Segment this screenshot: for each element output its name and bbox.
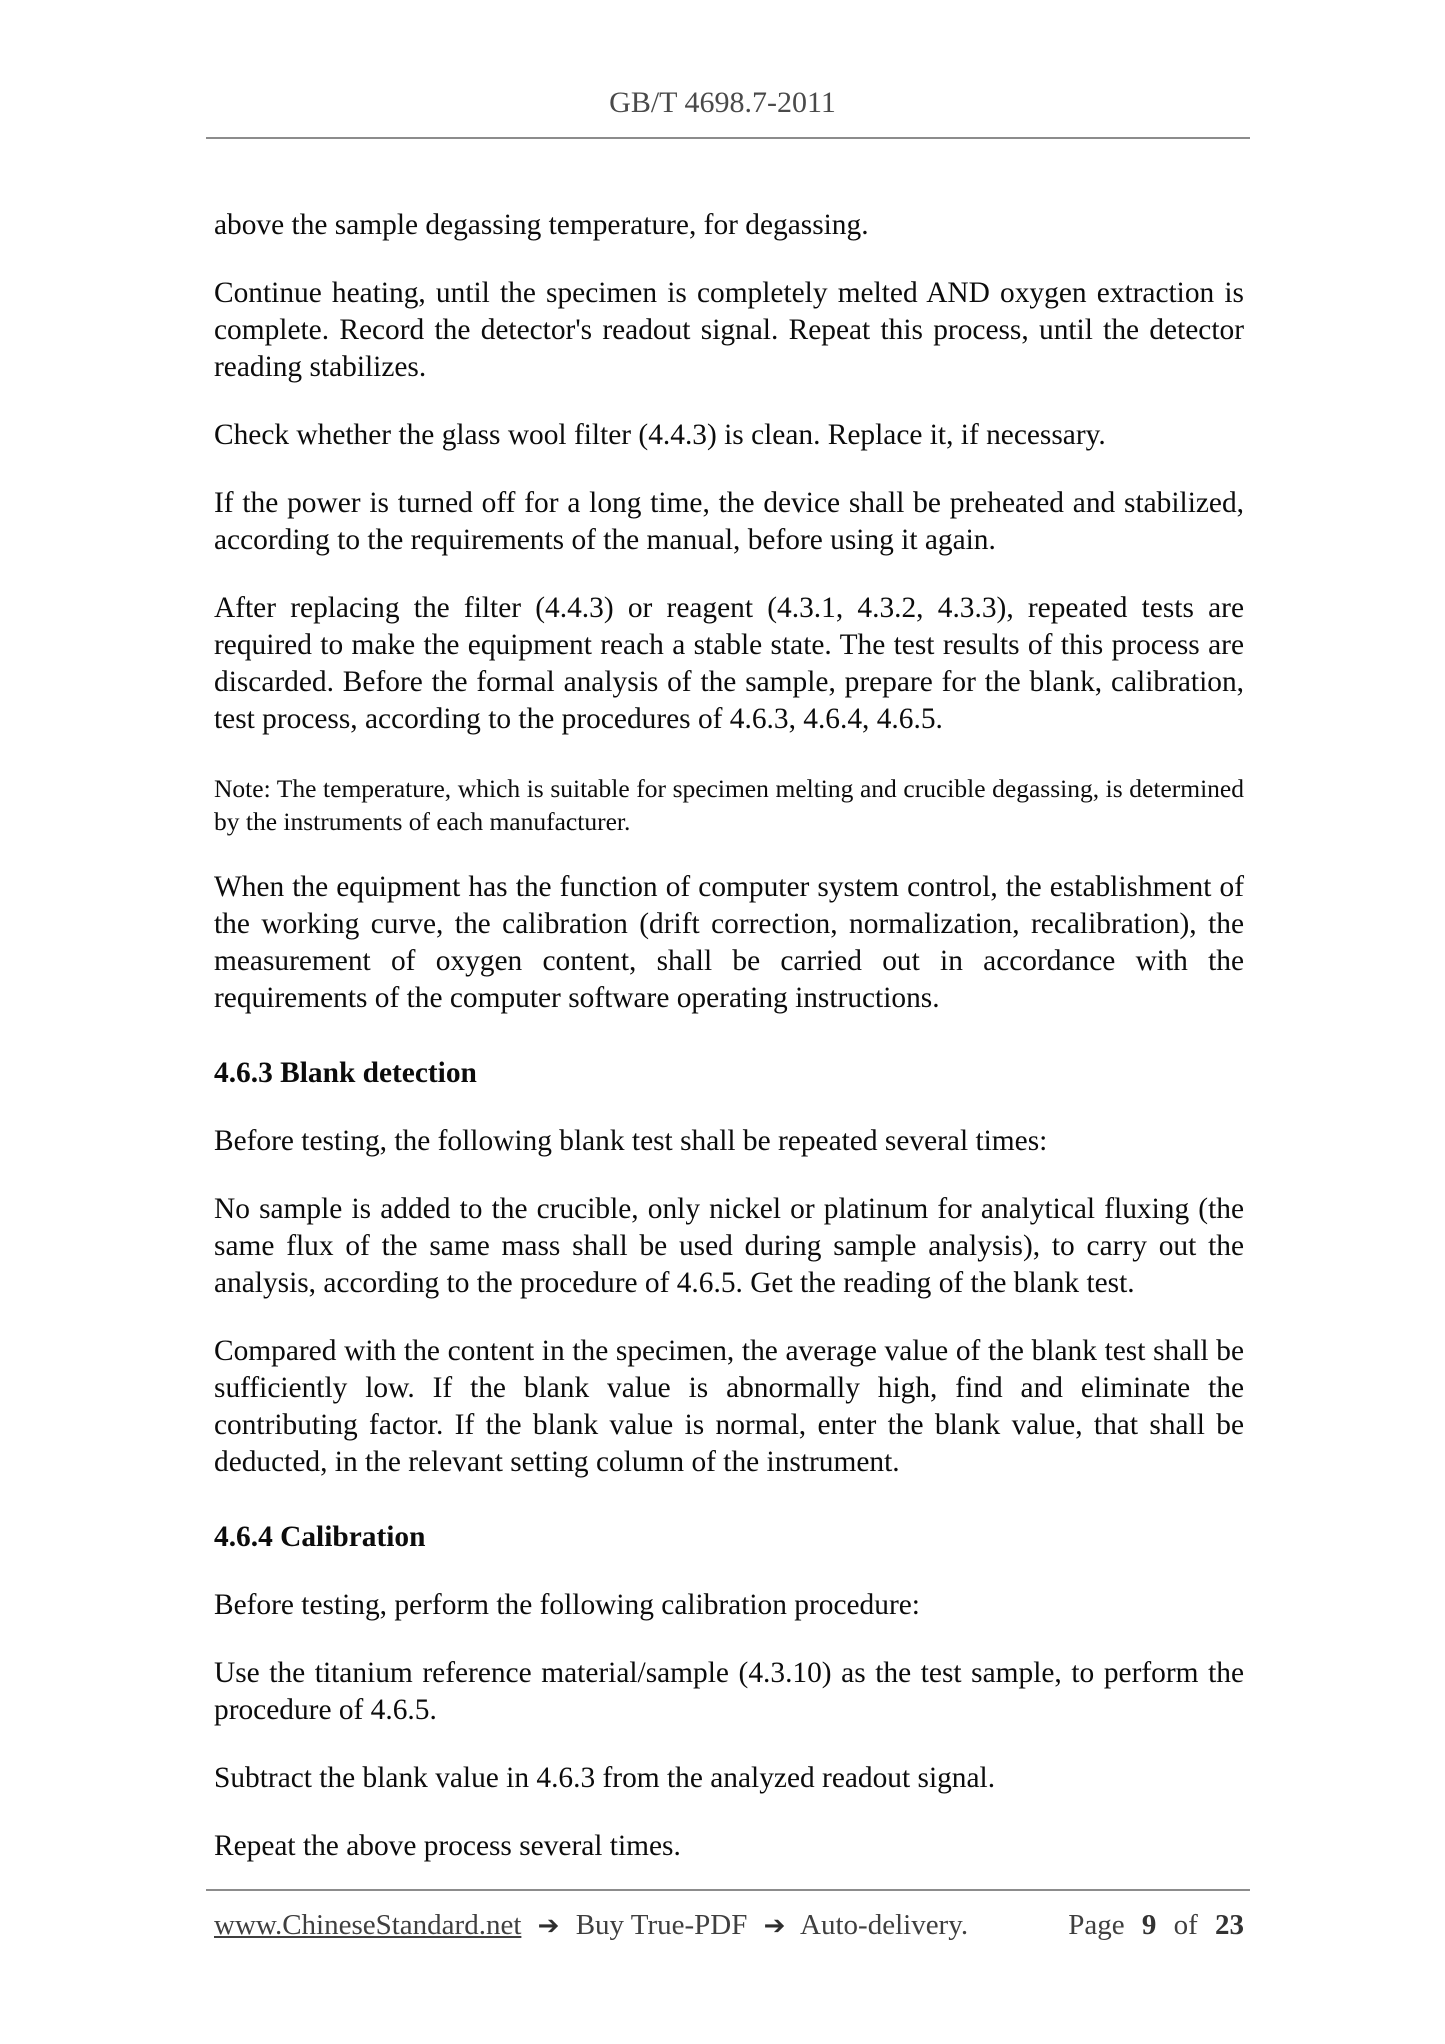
- document-body: [214, 176, 1244, 1865]
- paragraph: Before testing, the following blank test shall be repeated several times:: [214, 1125, 1048, 1157]
- paragraph: When the equipment has the function of computer system control, the establishment of the working curve, the calibration (drift correction, normalization, recalibration), the measurement of oxygen content, shall be carried out in accordance with the requirements of the computer software operating instructions.: [214, 871, 1244, 1014]
- paragraph: After replacing the filter (4.4.3) or reagent (4.3.1, 4.3.2, 4.3.3), repeated tests are required to make the equipment reach a stable state. The test results of this process are discarded. Before the formal analysis of the sample, prepare for the blank, calibration, test process, according to the procedures of 4.6.3, 4.6.4, 4.6.5.: [214, 592, 1244, 735]
- footer-promo: [214, 1907, 968, 1945]
- page-indicator: [1068, 1907, 1244, 1944]
- section-heading: 4.6.4 Calibration: [214, 1521, 426, 1553]
- page-number: 9: [1141, 1909, 1157, 1941]
- page-label: Page: [1068, 1909, 1125, 1941]
- section-heading: 4.6.3 Blank detection: [214, 1057, 477, 1089]
- paragraph: Repeat the above process several times.: [214, 1830, 681, 1862]
- paragraph: If the power is turned off for a long time, the device shall be preheated and stabilized, according to the requirements of the manual, before using it again.: [214, 487, 1244, 556]
- header-divider: [206, 137, 1250, 139]
- paragraph: No sample is added to the crucible, only nickel or platinum for analytical fluxing (the same flux of the same mass shall be used during sample analysis), to carry out the analysis, according to the procedure of 4.6.5. Get the reading of the blank test.: [214, 1193, 1244, 1299]
- note-paragraph: Note: The temperature, which is suitable for specimen melting and crucible degassing, is determined by the instruments of each manufacturer.: [214, 774, 1244, 836]
- paragraph: Compared with the content in the specimen, the average value of the blank test shall be sufficiently low. If the blank value is abnormally high, find and eliminate the contributing factor. If the blank value is normal, enter the blank value, that shall be deducted, in the relevant setting column of the instrument.: [214, 1335, 1244, 1478]
- paragraph: Use the titanium reference material/sample (4.3.10) as the test sample, to perform the procedure of 4.6.5.: [214, 1657, 1244, 1726]
- page-header-title: GB/T 4698.7-2011: [609, 86, 836, 119]
- footer-buy-text: Buy True-PDF: [575, 1909, 748, 1941]
- footer-delivery-text: Auto-delivery.: [800, 1909, 969, 1941]
- of-label: of: [1173, 1909, 1198, 1941]
- paragraph: Check whether the glass wool filter (4.4.3) is clean. Replace it, if necessary.: [214, 419, 1106, 451]
- right-arrow-icon: ➔: [763, 1911, 786, 1941]
- page-footer: [214, 1907, 1244, 1945]
- paragraph: Subtract the blank value in 4.6.3 from the analyzed readout signal.: [214, 1762, 996, 1794]
- paragraph: Continue heating, until the specimen is completely melted AND oxygen extraction is complete. Record the detector's readout signal. Repeat this process, until the detector reading stabilizes.: [214, 277, 1244, 383]
- right-arrow-icon: ➔: [537, 1911, 560, 1941]
- paragraph: above the sample degassing temperature, for degassing.: [214, 209, 869, 241]
- footer-divider: [206, 1889, 1250, 1891]
- paragraph: Before testing, perform the following calibration procedure:: [214, 1589, 920, 1621]
- site-link[interactable]: www.ChineseStandard.net: [214, 1909, 522, 1941]
- page-total: 23: [1215, 1909, 1244, 1941]
